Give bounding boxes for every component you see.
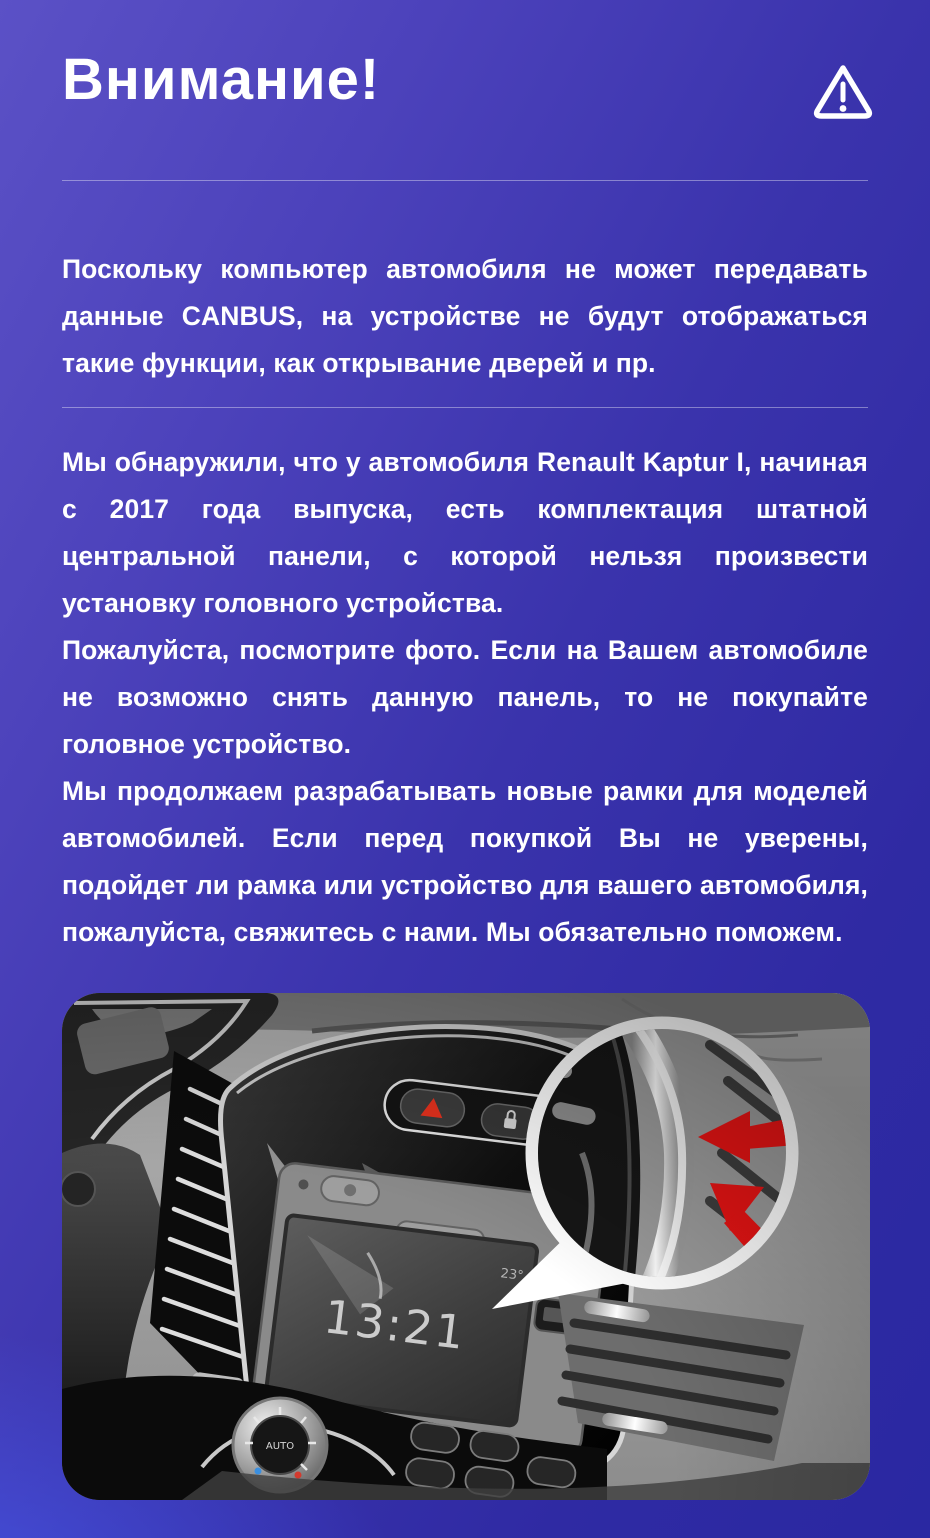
notice-paragraph-3: Мы продолжаем разрабатывать новые рамки для моделей автомобилей. Если перед покупкой Вы не уверены, подойдет ли рамка или устройство для вашего автомобиля, пожалуйста, свяжитесь с нами. Мы обязательно поможем. [62,776,868,947]
divider-top [62,180,868,181]
notice-text [62,439,868,956]
dashboard-photo-art [62,993,870,1500]
warning-triangle-icon [812,63,874,121]
dashboard-photo [62,993,870,1500]
divider-middle [62,407,868,408]
intro-paragraph: Поскольку компьютер автомобиля не может передавать данные CANBUS, на устройстве не будут отображаться такие функции, как открывание дверей и пр. [62,253,868,378]
photo-vignette [62,993,870,1500]
notice-paragraph-1: Мы обнаружили, что у автомобиля Renault Kaptur I, начиная с 2017 года выпуска, есть комплектация штатной центральной панели, с которой нельзя произвести установку головного устройства. [62,447,868,618]
page-title: Внимание! [62,47,381,112]
notice-paragraph-2: Пожалуйста, посмотрите фото. Если на Вашем автомобиле не возможно снять данную панель, то не покупайте головное устройство. [62,635,868,759]
